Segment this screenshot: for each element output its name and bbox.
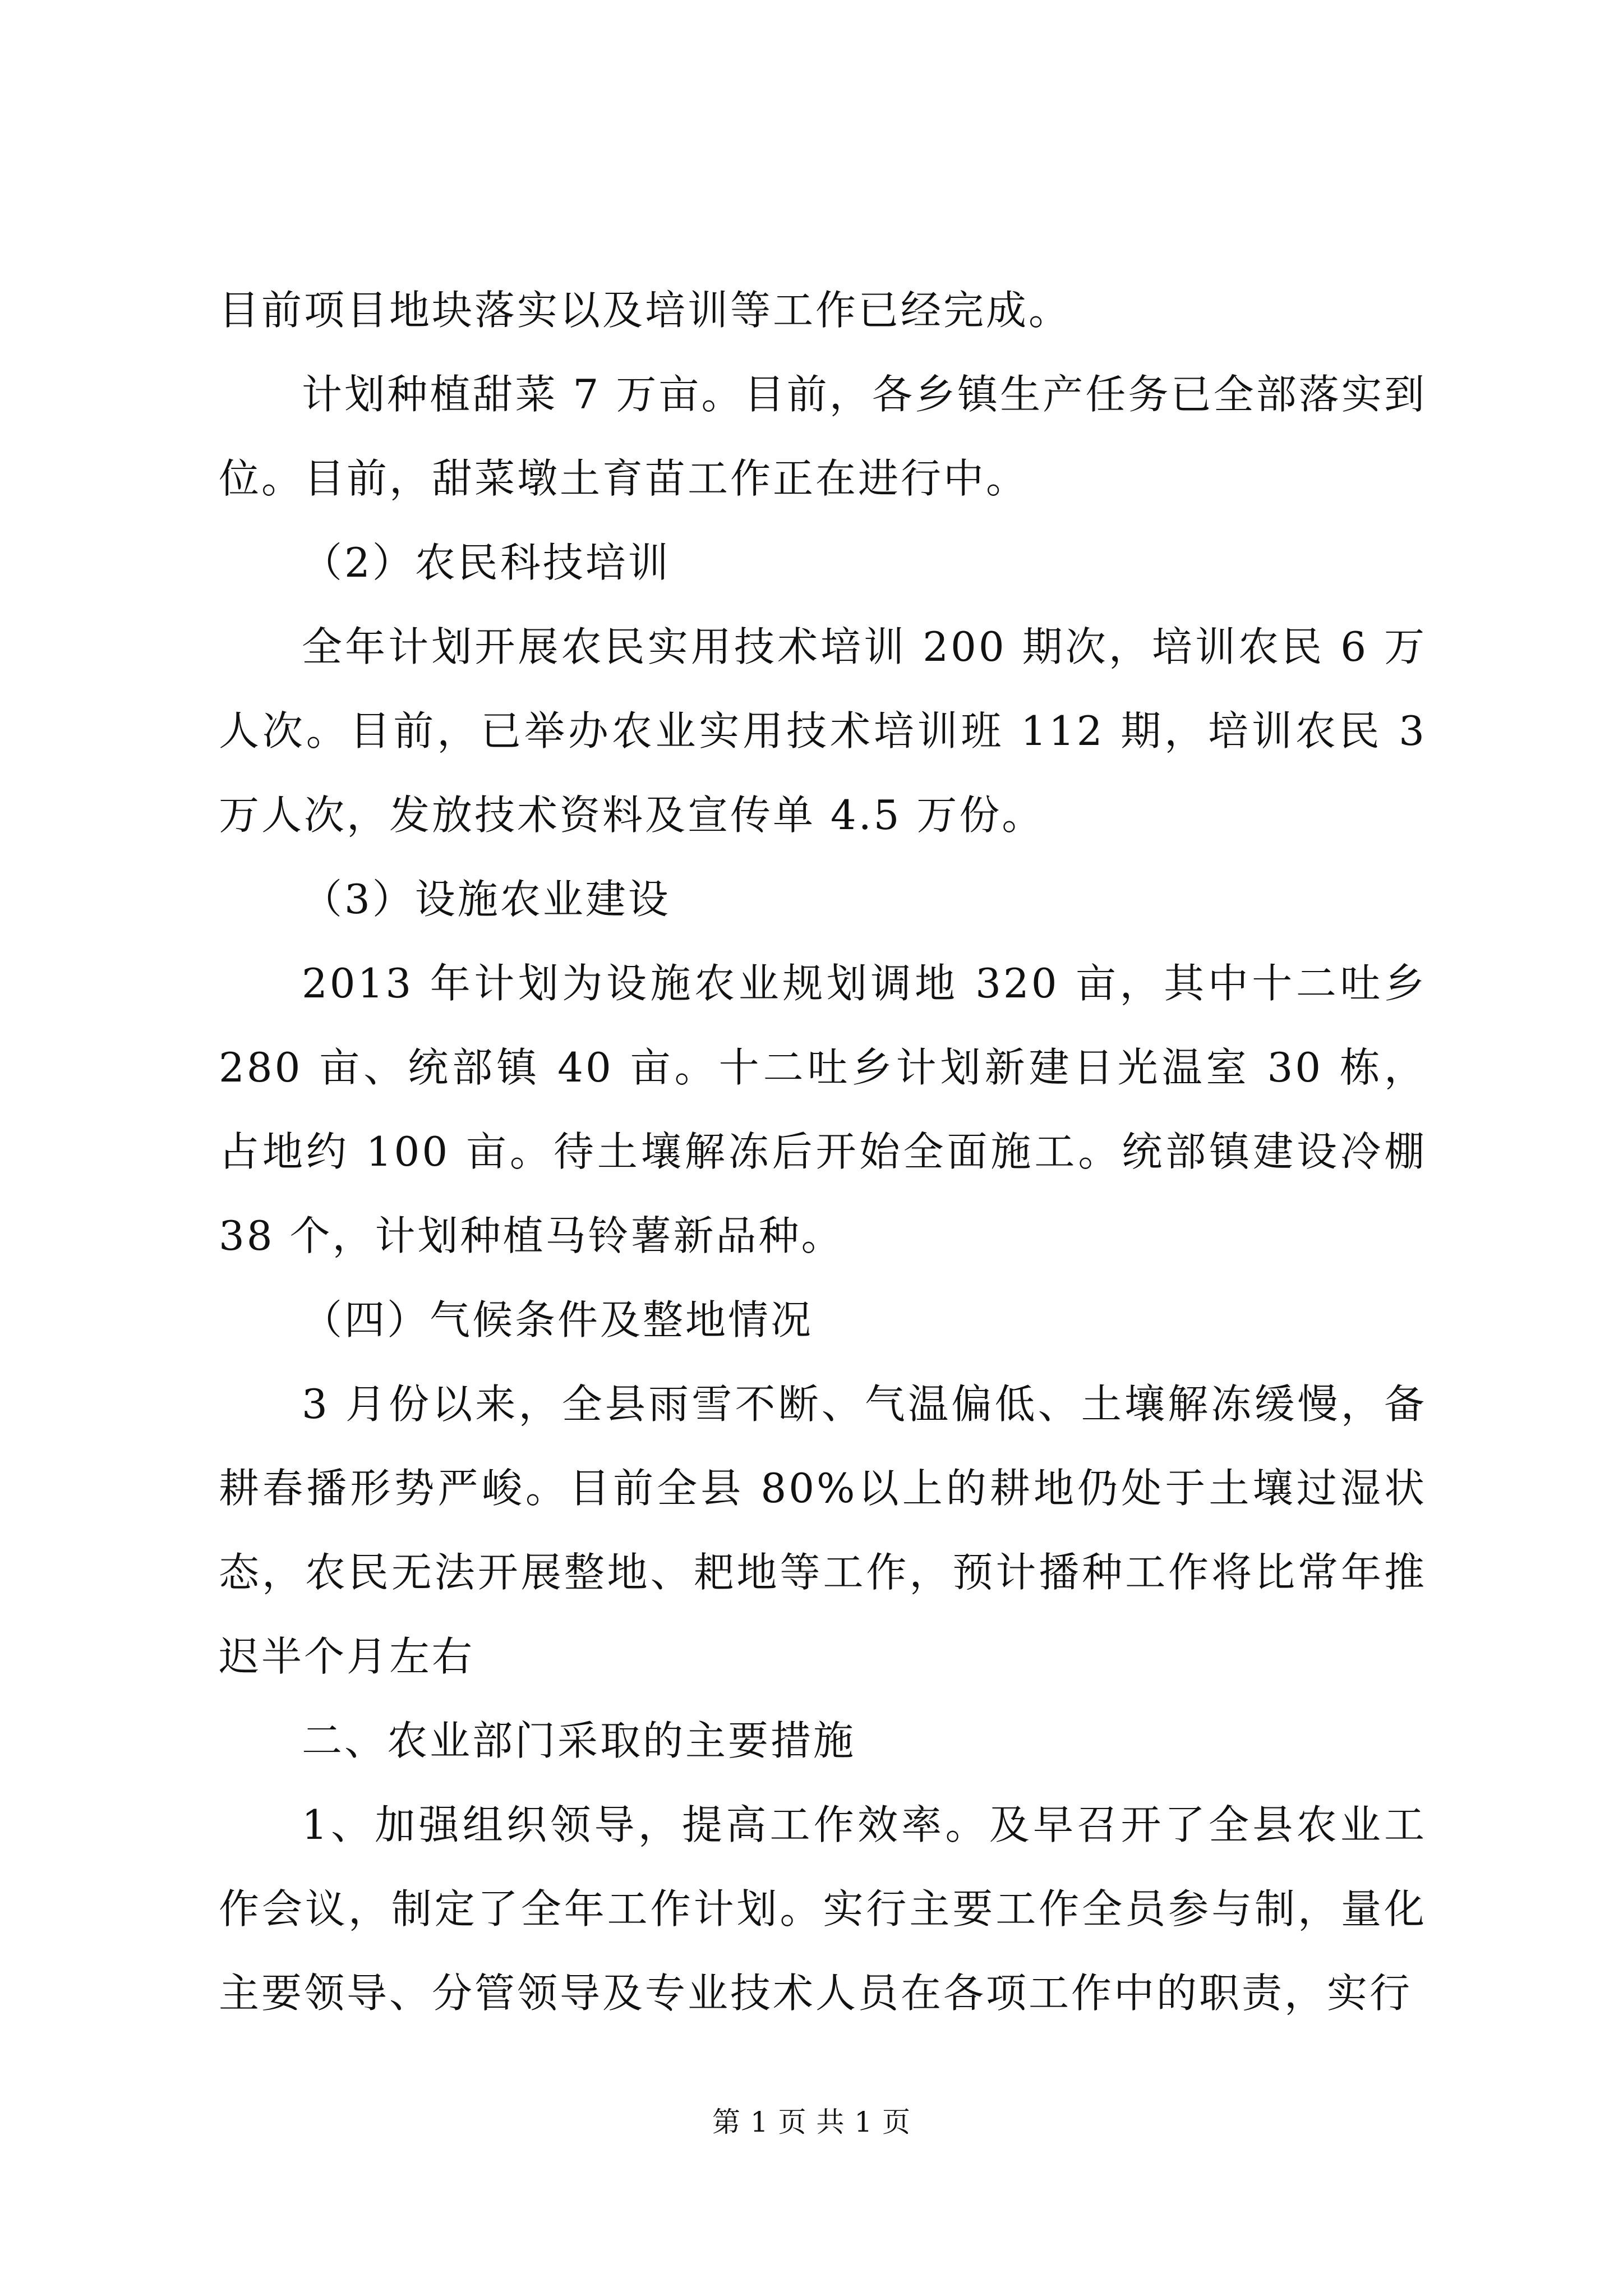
paragraph-6: 1、加强组织领导，提高工作效率。及早召开了全县农业工作会议，制定了全年工作计划。实行主要工作全员参与制，量化主要领导、分管领导及专业技术人员在各项工作中的职责，实行 — [219, 1801, 1427, 2017]
paragraph-1: 目前项目地块落实以及培训等工作已经完成。 — [219, 287, 1072, 334]
paragraph-4: 2013 年计划为设施农业规划调地 320 亩，其中十二吐乡 280 亩、统部镇 40 亩。十二吐乡计划新建日光温室 30 栋，占地约 100 亩。待土壤解冻后开始全面施工。统部镇建设冷棚 38 个，计划种植马铃薯新品种。 — [219, 960, 1427, 1259]
heading-facility-agriculture: （3）设施农业建设 — [302, 876, 671, 923]
heading-climate-conditions: （四）气候条件及整地情况 — [302, 1296, 814, 1343]
paragraph-5: 3 月份以来，全县雨雪不断、气温偏低、土壤解冻缓慢，备耕春播形势严峻。目前全县 80%以上的耕地仍处于土壤过湿状态，农民无法开展整地、耙地等工作，预计播种工作将比常年推迟半个月左右 — [219, 1381, 1427, 1680]
paragraph-2: 计划种植甜菜 7 万亩。目前，各乡镇生产任务已全部落实到位。目前，甜菜墩土育苗工作正在进行中。 — [219, 371, 1427, 502]
paragraph-3: 全年计划开展农民实用技术培训 200 期次，培训农民 6 万人次。目前，已举办农业实用技术培训班 112 期，培训农民 3 万人次，发放技术资料及宣传单 4.5 万份。 — [219, 623, 1427, 839]
page-footer: 第 1 页 共 1 页 — [712, 2106, 911, 2138]
heading-main-measures: 二、农业部门采取的主要措施 — [302, 1717, 856, 1764]
document-body — [219, 268, 1427, 2035]
heading-farmer-training: （2）农民科技培训 — [302, 539, 671, 586]
